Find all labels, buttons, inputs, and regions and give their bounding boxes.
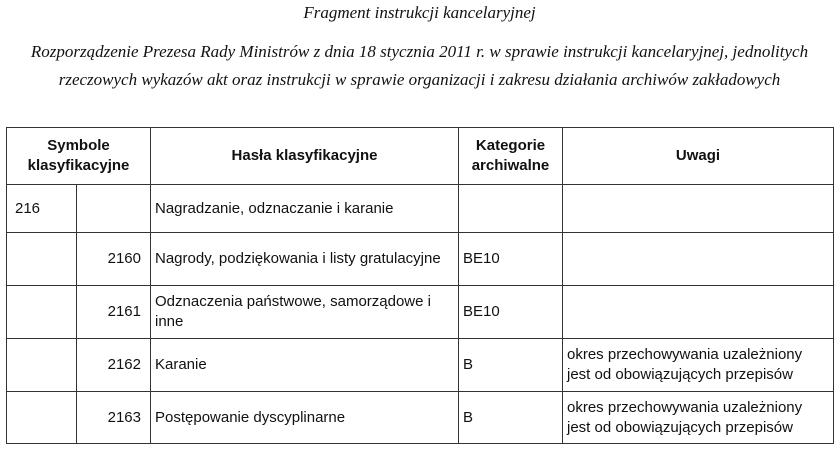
table-header-row <box>7 128 834 185</box>
entry-cell: Odznaczenia państwowe, samorządowe i inne <box>151 286 459 339</box>
document-title: Fragment instrukcji kancelaryjnej <box>303 3 536 22</box>
category-cell <box>459 185 563 233</box>
symbol-main <box>7 392 77 444</box>
symbol-main <box>7 233 77 286</box>
entry-cell: Postępowanie dyscyplinarne <box>151 392 459 444</box>
symbol-sub: 2161 <box>77 286 151 339</box>
entry-cell: Karanie <box>151 339 459 392</box>
note-cell <box>563 185 834 233</box>
entry-cell: Nagrody, podziękowania i listy gratulacyjne <box>151 233 459 286</box>
category-cell: BE10 <box>459 286 563 339</box>
note-cell: okres przechowywania uzależniony jest od obowiązujących przepisów <box>563 339 834 392</box>
note-cell: okres przechowywania uzależniony jest od obowiązujących przepisów <box>563 392 834 444</box>
header-categories: Kategorie archiwalne <box>459 128 563 185</box>
symbol-sub: 2162 <box>77 339 151 392</box>
symbol-sub: 2160 <box>77 233 151 286</box>
document-subtitle: Rozporządzenie Prezesa Rady Ministrów z dnia 18 stycznia 2011 r. w sprawie instrukcji kancelaryjnej, jednolitych rzeczowych wykazów akt oraz instrukcji w sprawie organizacji i zakresu działania archiwów zakładowych <box>30 42 809 89</box>
note-cell <box>563 233 834 286</box>
table-row <box>7 392 834 444</box>
symbol-main: 216 <box>7 185 77 233</box>
table-row <box>7 286 834 339</box>
header-notes: Uwagi <box>563 128 834 185</box>
symbol-sub: 2163 <box>77 392 151 444</box>
header-symbols: Symbole klasyfikacyjne <box>7 128 151 185</box>
table-row <box>7 233 834 286</box>
symbol-main <box>7 339 77 392</box>
category-cell: BE10 <box>459 233 563 286</box>
header-entries: Hasła klasyfikacyjne <box>151 128 459 185</box>
symbol-sub <box>77 185 151 233</box>
category-cell: B <box>459 392 563 444</box>
classification-table <box>6 127 834 444</box>
table-row <box>7 339 834 392</box>
category-cell: B <box>459 339 563 392</box>
entry-cell: Nagradzanie, odznaczanie i karanie <box>151 185 459 233</box>
table-row <box>7 185 834 233</box>
note-cell <box>563 286 834 339</box>
symbol-main <box>7 286 77 339</box>
